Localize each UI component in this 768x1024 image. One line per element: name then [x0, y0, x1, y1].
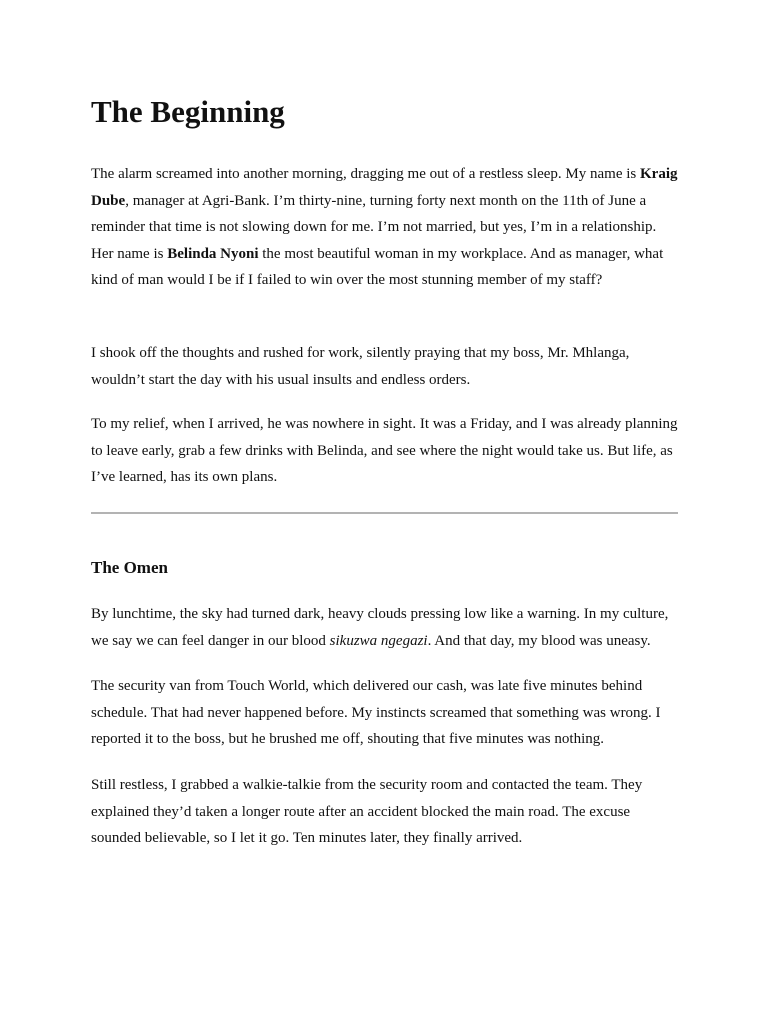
paragraph-1 [91, 161, 679, 294]
section-heading: The Omen [91, 558, 168, 577]
paragraph-4-text-b: . And that day, my blood was uneasy. [427, 632, 651, 649]
section-divider [91, 512, 678, 514]
paragraph-5: The security van from Touch World, which delivered our cash, was late five minutes behind schedule. That had never happened before. My instincts screamed that something was wrong. I reported it to the boss, but he brushed me off, shouting that five minutes was nothing. [91, 678, 661, 748]
paragraph-1-text-a: The alarm screamed into another morning, dragging me out of a restless sleep. My name is [91, 166, 641, 182]
paragraph-4-text-a: By lunchtime, the sky had turned dark, heavy clouds pressing low like a warning. In my culture, we say we can feel danger in our blood [91, 606, 669, 649]
paragraph-4 [91, 601, 679, 654]
paragraph-3: To my relief, when I arrived, he was nowhere in sight. It was a Friday, and I was already planning to leave early, grab a few drinks with Belinda, and see where the night would take us. But life, as I’ve learned, has its own plans. [91, 416, 678, 486]
character-name-kraig: Kraig Dube [91, 166, 678, 209]
chapter-title: The Beginning [91, 94, 285, 129]
paragraph-1-text-c: the most beautiful woman in my workplace. And as manager, what kind of man would I be if I failed to win over the most stunning member of my staff? [91, 245, 664, 289]
character-name-belinda: Belinda Nyoni [167, 245, 259, 262]
paragraph-1-text-b: , manager at Agri-Bank. I’m thirty-nine, turning forty next month on the 11th of June a reminder that time is not slowing down for me. I’m not married, but yes, I’m in a relationship. Her name is [91, 192, 657, 262]
italic-phrase: sikuzwa ngegazi [329, 632, 428, 649]
paragraph-2: I shook off the thoughts and rushed for work, silently praying that my boss, Mr. Mhlanga, wouldn’t start the day with his usual insults and endless orders. [91, 345, 630, 388]
paragraph-6: Still restless, I grabbed a walkie-talkie from the security room and contacted the team. They explained they’d taken a longer route after an accident blocked the main road. The excuse sounded believable, so I let it go. Ten minutes later, they finally arrived. [91, 777, 643, 847]
